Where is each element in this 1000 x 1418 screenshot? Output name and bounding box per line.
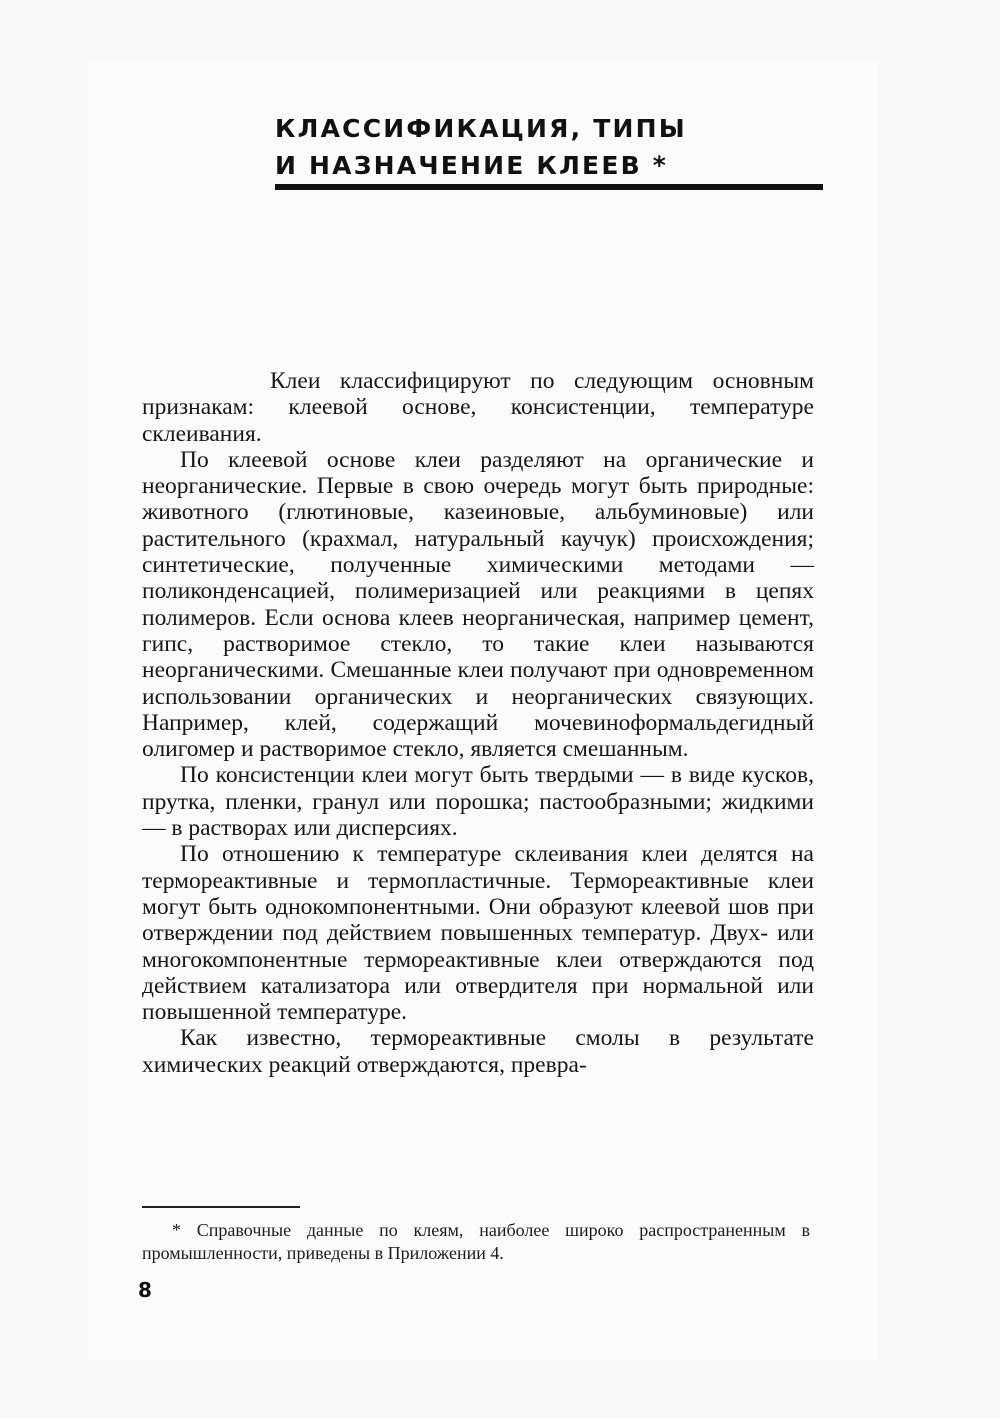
- footnote: * Справочные данные по клеям, наиболее широко распространенным в промышленности, приведены в Приложении 4.: [142, 1220, 810, 1263]
- paragraph-1: Клеи классифицируют по следующим основным признакам: клеевой основе, консистенции, температуре склеивания.: [142, 368, 814, 447]
- paragraph-5: Как известно, термореактивные смолы в результате химических реакций отверждаются, превра-: [142, 1025, 814, 1078]
- footnote-divider: [142, 1206, 300, 1208]
- paragraph-4: По отношению к температуре склеивания клеи делятся на термореактивные и термопластичные. Термореактивные клеи могут быть однокомпонентными. Они образуют клеевой шов при отверждении под действием повышенных температур. Двух- или многокомпонентные термореактивные клеи отверждаются под действием катализатора или отвердителя при нормальной или повышенной температуре.: [142, 841, 814, 1026]
- title-underline: [275, 184, 823, 190]
- body-text: [142, 368, 814, 1078]
- page-number: 8: [138, 1278, 152, 1302]
- chapter-title-line-1: КЛАССИФИКАЦИЯ, ТИПЫ: [275, 114, 687, 143]
- paragraph-3: По консистенции клеи могут быть твердыми — в виде кусков, прутка, пленки, гранул или порошка; пастообразными; жидкими — в растворах или дисперсиях.: [142, 762, 814, 842]
- chapter-title-line-2: И НАЗНАЧЕНИЕ КЛЕЕВ *: [275, 151, 669, 180]
- chapter-title: [275, 110, 835, 184]
- paragraph-2: По клеевой основе клеи разделяют на органические и неорганические. Первые в свою очередь могут быть природные: животного (глютиновые, казеиновые, альбуминовые) или растительного (крахмал, натуральный каучук) происхождения; синтетические, полученные химическими методами — поликонденсацией, полимеризацией или реакциями в цепях полимеров. Если основа клеев неорганическая, например цемент, гипс, растворимое стекло, то такие клеи называются неорганическими. Смешанные клеи получают при одновременном использовании органических и неорганических связующих. Например, клей, содержащий мочевиноформальдегидный олигомер и растворимое стекло, является смешанным.: [142, 446, 814, 763]
